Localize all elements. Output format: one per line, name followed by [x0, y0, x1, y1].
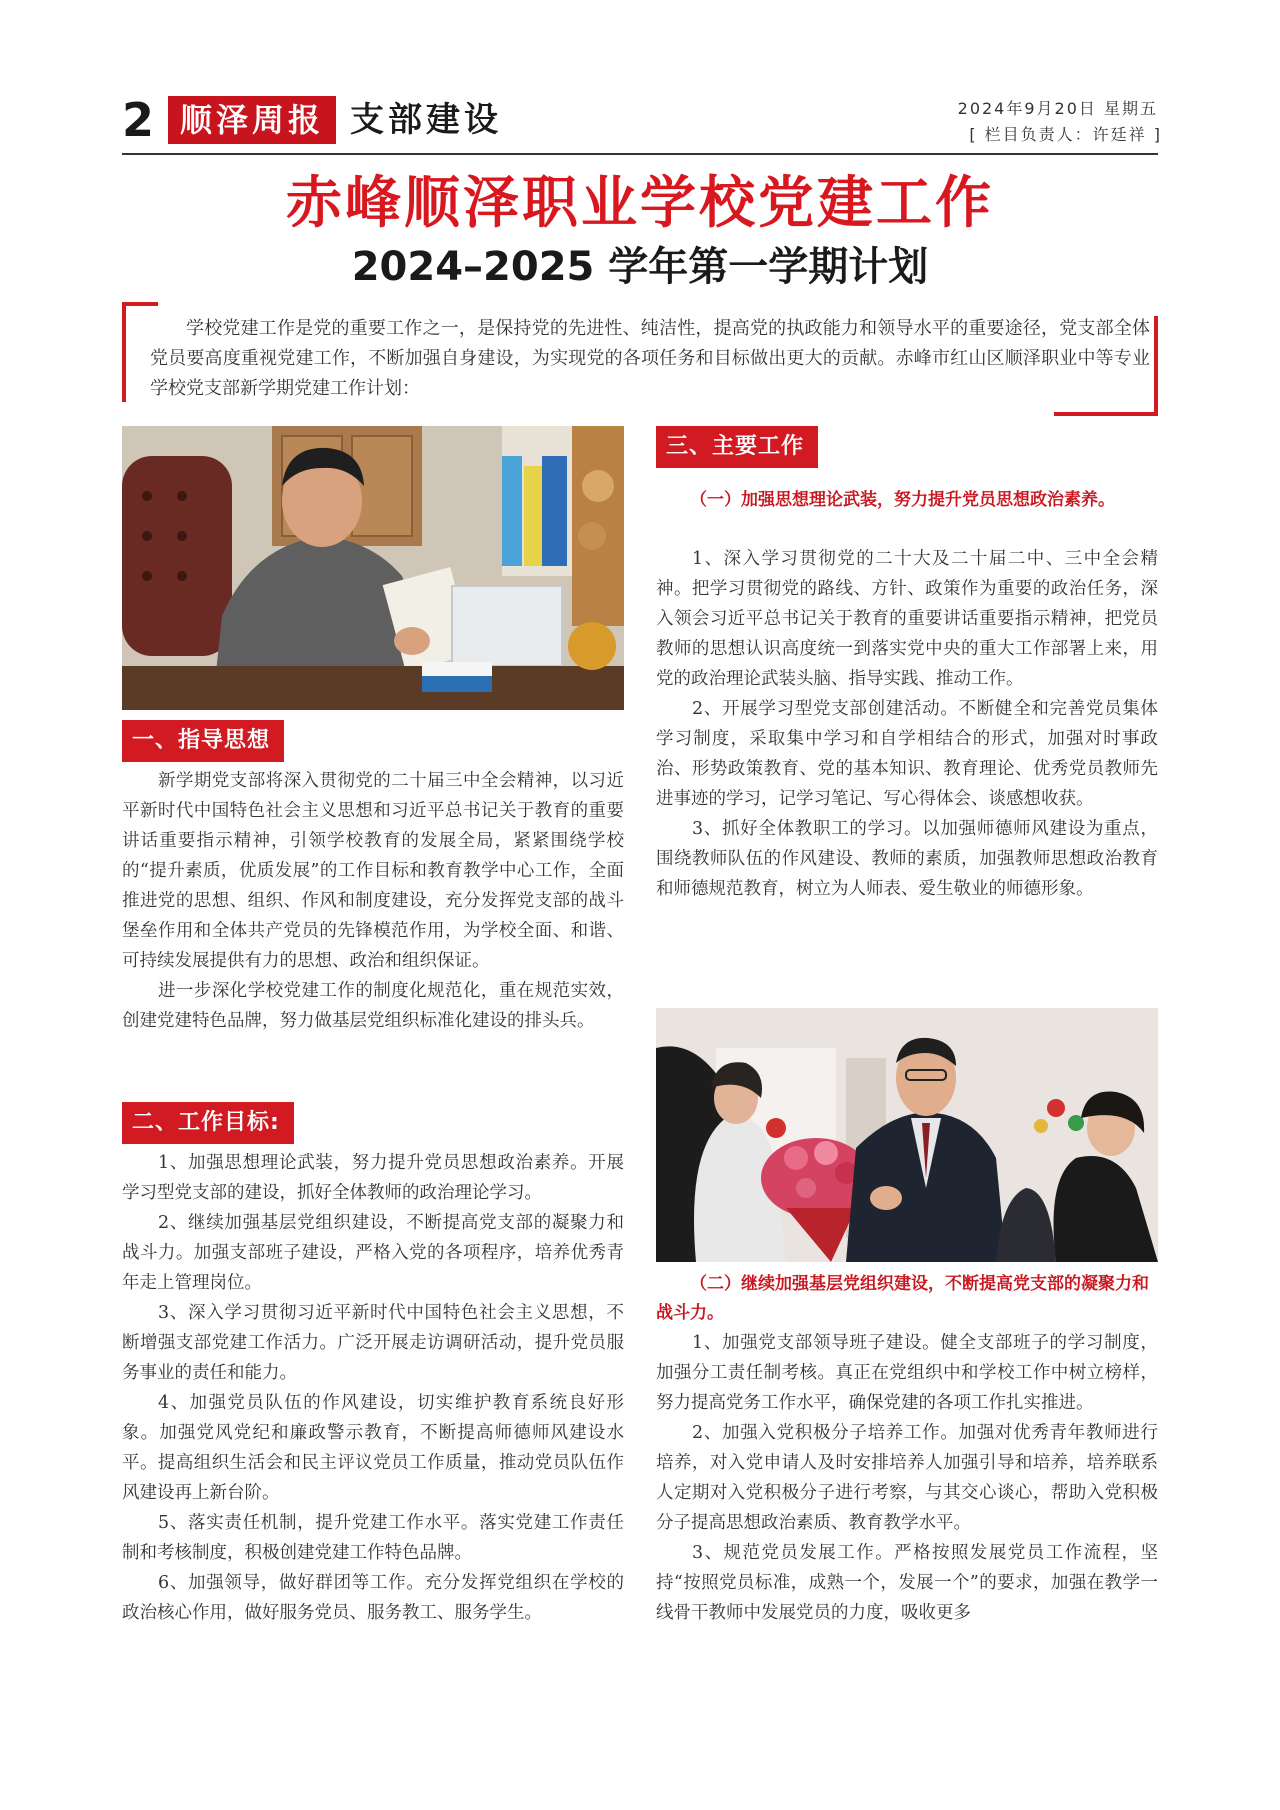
article-headline: 赤峰顺泽职业学校党建工作: [286, 171, 994, 236]
paragraph: 2、加强入党积极分子培养工作。加强对优秀青年教师进行培养，对入党申请人及时安排培养人加强引导和培养，培养联系人定期对入党积极分子进行考察，与其交心谈心，帮助入党积极分子提高思想政治素质、教育教学水平。: [656, 1423, 1158, 1533]
paragraph: 6、加强领导，做好群团等工作。充分发挥党组织在学校的政治核心作用，做好服务党员、服务教工、服务学生。: [122, 1573, 624, 1623]
newspaper-logo: 顺泽周报: [168, 96, 336, 144]
paragraph: 1、深入学习贯彻党的二十大及二十届二中、三中全会精神。把学习贯彻党的路线、方针、政策作为重要的政治任务，深入领会习近平总书记关于教育的重要讲话重要指示精神，把党员教师的思想认识高度统一到落实党中央的重大工作部署上来，用党的政治理论武装头脑、指导实践、推动工作。: [656, 549, 1158, 689]
subsection-title-organization: （二）继续加强基层党组织建设，不断提高党支部的凝聚力和战斗力。: [656, 1274, 1149, 1323]
paragraph: 3、抓好全体教职工的学习。以加强师德师风建设为重点，围绕教师队伍的作风建设、教师的素质，加强教师思想政治教育和师德规范教育，树立为人师表、爱生敬业的师德形象。: [656, 819, 1158, 899]
paragraph: 4、加强党员队伍的作风建设，切实维护教育系统良好形象。加强党风党纪和廉政警示教育，不断提高师德师风建设水平。提高组织生活会和民主评议党员工作质量，推动党员队伍作风建设再上新台阶。: [122, 1393, 624, 1503]
column-editor: [ 栏目负责人：许廷祥 ]: [969, 125, 1162, 144]
subsection-organization-body: [656, 1328, 1158, 1628]
photo-man-reading: [122, 426, 624, 710]
section-title-main-work: 三、主要工作: [656, 426, 818, 468]
paragraph: 1、加强思想理论武装，努力提升党员思想政治素养。开展学习型党支部的建设，抓好全体教师的政治理论学习。: [122, 1153, 624, 1203]
intro-paragraph: 学校党建工作是党的重要工作之一，是保持党的先进性、纯洁性，提高党的执政能力和领导水平的重要途径，党支部全体党员要高度重视党建工作，不断加强自身建设，为实现党的各项任务和目标做出更大的贡献。赤峰市红山区顺泽职业中等专业学校党支部新学期党建工作计划：: [150, 318, 1150, 399]
header-divider: [122, 153, 1158, 155]
subsection-theory-body: [656, 544, 1158, 904]
section-title-guiding-ideology: 一、指导思想: [122, 720, 284, 762]
paragraph: 新学期党支部将深入贯彻党的二十届三中全会精神，以习近平新时代中国特色社会主义思想和习近平总书记关于教育的重要讲话重要指示精神，引领学校教育的发展全局，紧紧围绕学校的“提升素质，优质发展”的工作目标和教育教学中心工作，全面推进党的思想、组织、作风和制度建设，充分发挥党支部的战斗堡垒作用和全体共产党员的先锋模范作用，为学校全面、和谐、可持续发展提供有力的思想、政治和组织保证。: [122, 771, 624, 971]
paragraph: 2、开展学习型党支部创建活动。不断健全和完善党员集体学习制度，采取集中学习和自学相结合的形式，加强对时事政治、形势政策教育、党的基本知识、教育理论、优秀党员教师先进事迹的学习，记学习笔记、写心得体会、谈感想收获。: [656, 699, 1158, 809]
section-work-goals-body: [122, 1148, 624, 1628]
paragraph: 3、规范党员发展工作。严格按照发展党员工作流程，坚持“按照党员标准，成熟一个，发展一个”的要求，加强在教学一线骨干教师中发展党员的力度，吸收更多: [656, 1543, 1158, 1623]
paragraph: 进一步深化学校党建工作的制度化规范化，重在规范实效，创建党建特色品牌，努力做基层党组织标准化建设的排头兵。: [122, 981, 624, 1031]
section-name: 支部建设: [350, 100, 502, 140]
section-title-work-goals: 二、工作目标:: [122, 1102, 294, 1144]
subsection-title-theory: （一）加强思想理论武装，努力提升党员思想政治素养。: [690, 490, 1115, 510]
paragraph: 5、落实责任机制，提升党建工作水平。落实党建工作责任制和考核制度，积极创建党建工作特色品牌。: [122, 1513, 624, 1563]
paragraph: 2、继续加强基层党组织建设，不断提高党支部的凝聚力和战斗力。加强支部班子建设，严格入党的各项程序，培养优秀青年走上管理岗位。: [122, 1213, 624, 1293]
article-subheadline: 2024–2025 学年第一学期计划: [351, 244, 929, 290]
page-number: 2: [122, 93, 155, 147]
paragraph: 1、加强党支部领导班子建设。健全支部班子的学习制度，加强分工责任制考核。真正在党组织中和学校工作中树立榜样，努力提高党务工作水平，确保党建的各项工作扎实推进。: [656, 1333, 1158, 1413]
issue-date: 2024年9月20日 星期五: [957, 99, 1158, 118]
photo-flower-presentation: [656, 1008, 1158, 1262]
section-guiding-ideology-body: [122, 766, 624, 1036]
paragraph: 3、深入学习贯彻习近平新时代中国特色社会主义思想，不断增强支部党建工作活力。广泛开展走访调研活动，提升党员服务事业的责任和能力。: [122, 1303, 624, 1383]
